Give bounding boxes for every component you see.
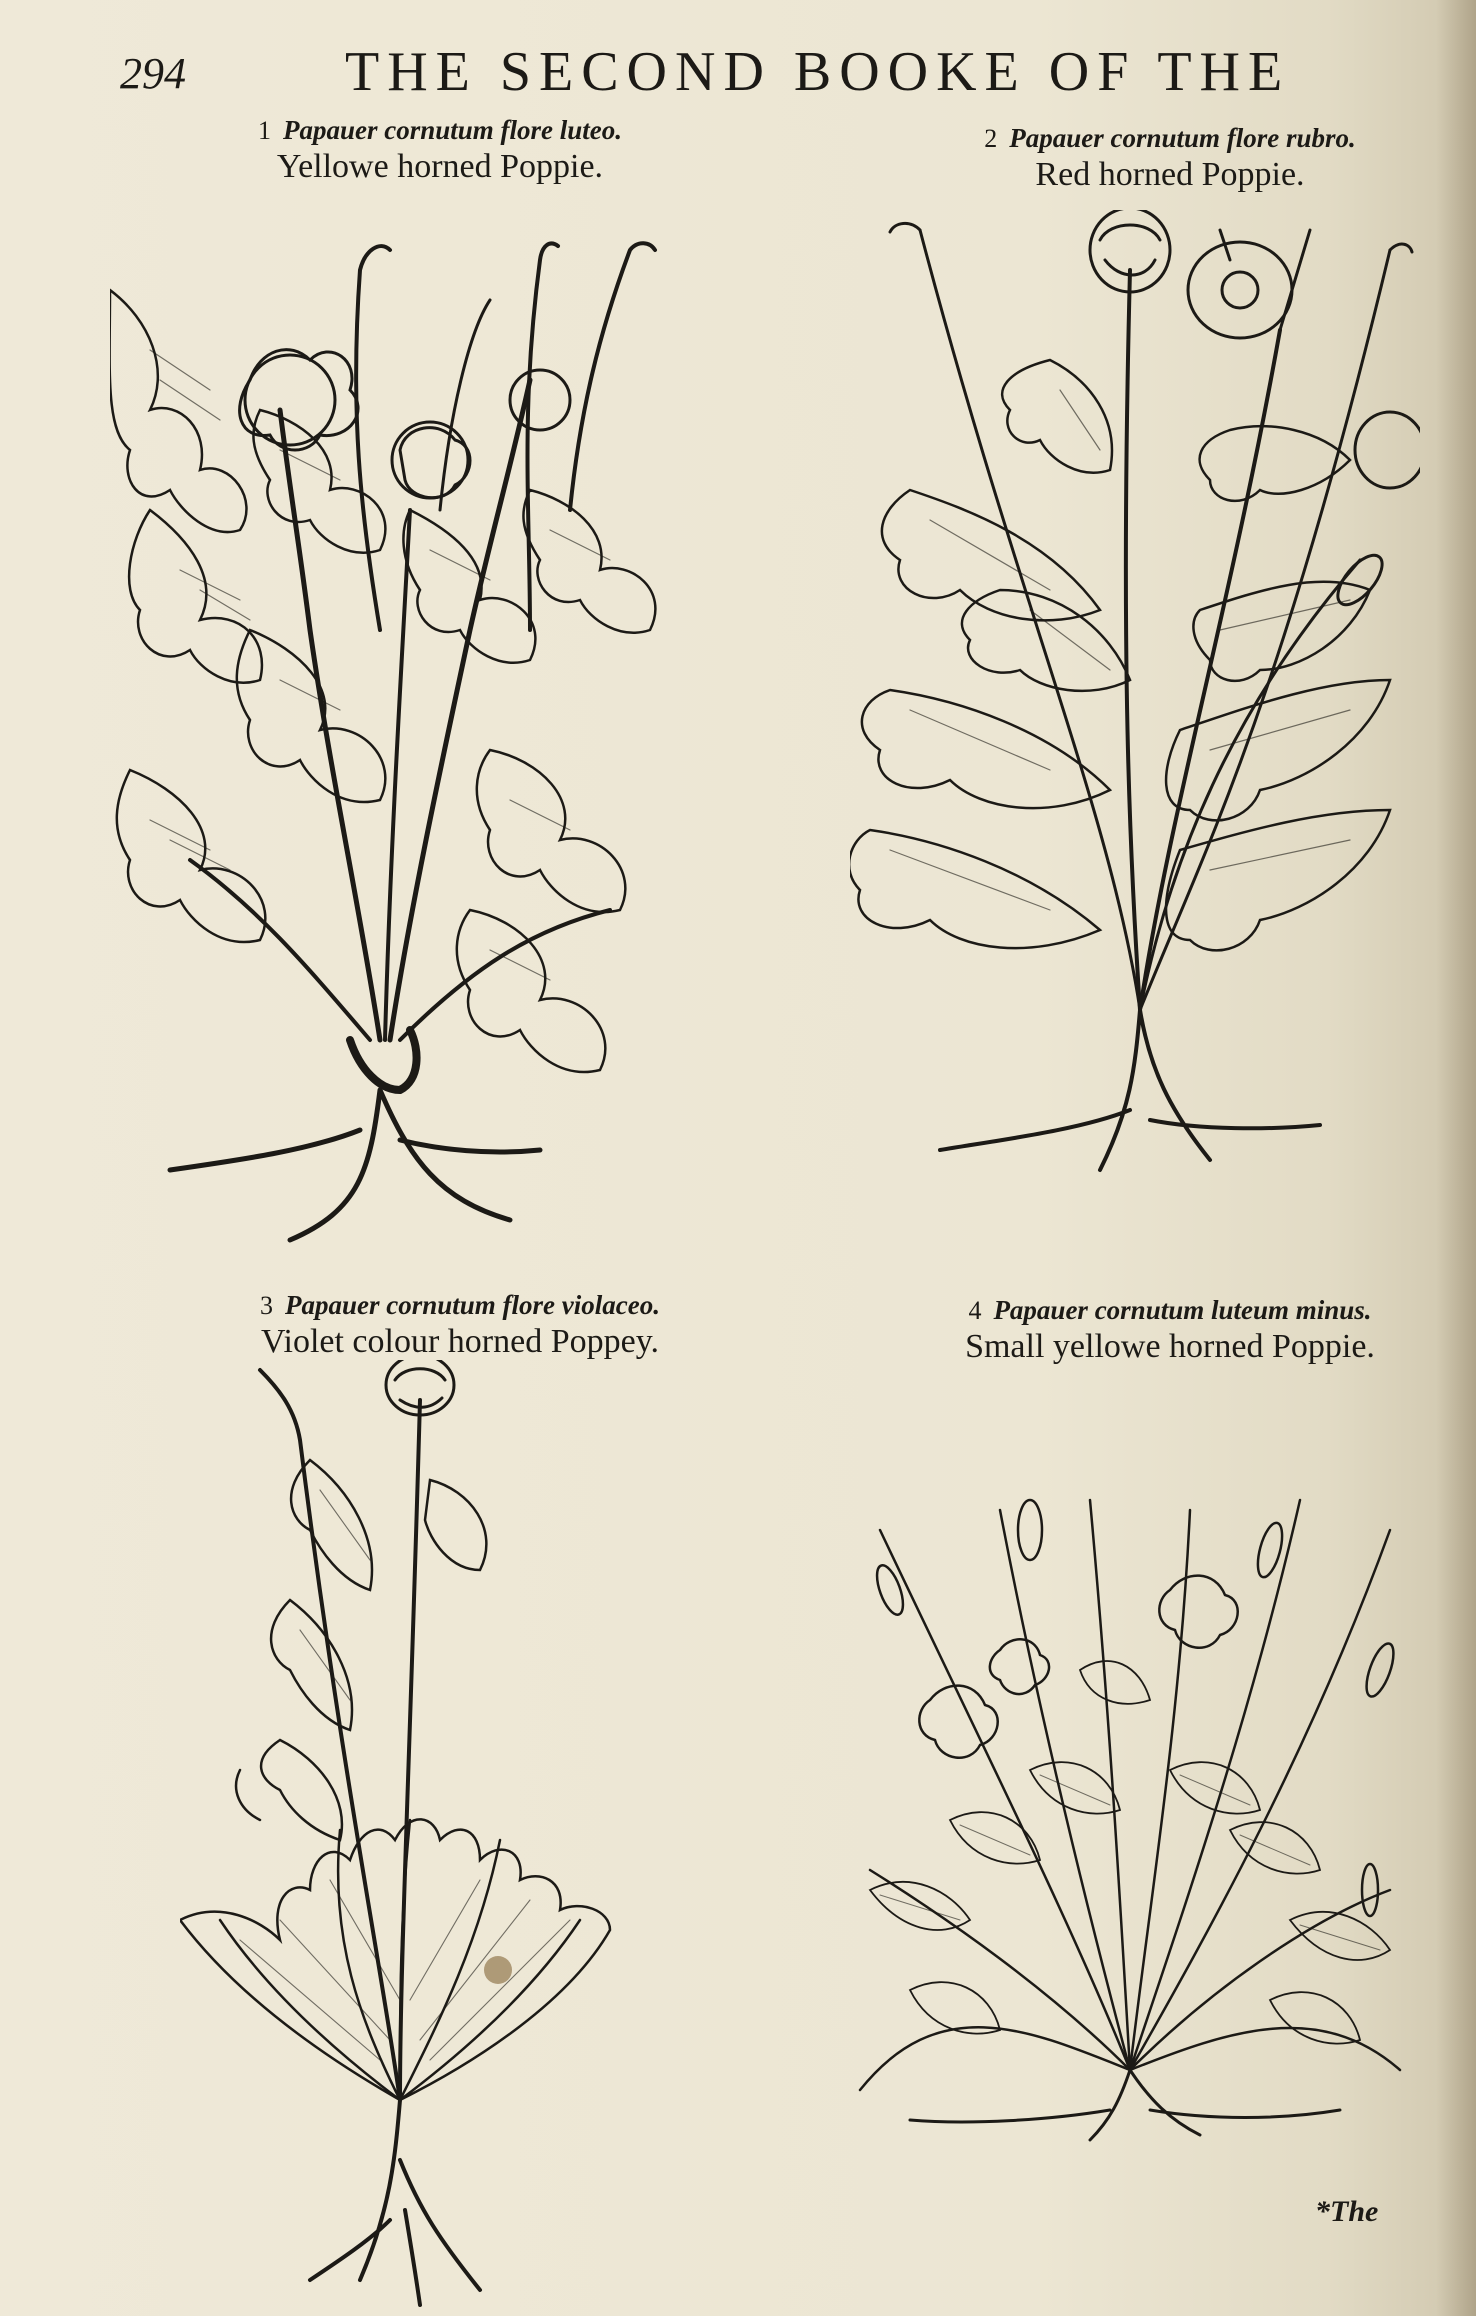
figure-3-number: 3 (260, 1291, 273, 1320)
figure-2-caption (940, 123, 1400, 194)
figure-1-woodcut (110, 210, 710, 1260)
figure-1-latin-name: Papauer cornutum flore luteo. (282, 115, 623, 145)
figure-4-number: 4 (968, 1296, 982, 1325)
figure-2-english-name: Red horned Poppie. (1035, 156, 1305, 193)
figure-1-english-name: Yellowe horned Poppie. (276, 148, 604, 185)
figure-2-woodcut (850, 210, 1420, 1220)
catchword: *The (1315, 2195, 1379, 2228)
figure-2-number: 2 (984, 124, 998, 153)
figure-1-number: 1 (257, 116, 271, 145)
figure-3-latin-name: Papauer cornutum flore violaceo. (285, 1290, 660, 1320)
figure-4-english-name: Small yellowe horned Poppie. (965, 1328, 1375, 1365)
figure-4-woodcut (850, 1470, 1410, 2150)
figure-1-caption (180, 115, 700, 186)
figure-4-caption (920, 1295, 1420, 1366)
figure-2-latin-name: Papauer cornutum flore rubro. (1009, 123, 1356, 153)
figure-3-woodcut (180, 1360, 620, 2310)
running-head: THE SECOND BOOKE OF THE (345, 41, 1291, 103)
figure-3-caption (200, 1290, 720, 1361)
figure-3-english-name: Violet colour horned Poppey. (260, 1323, 659, 1360)
page-edge-shadow (1436, 0, 1476, 2316)
figure-4-latin-name: Papauer cornutum luteum minus. (993, 1295, 1372, 1325)
page-number: 294 (120, 49, 186, 98)
